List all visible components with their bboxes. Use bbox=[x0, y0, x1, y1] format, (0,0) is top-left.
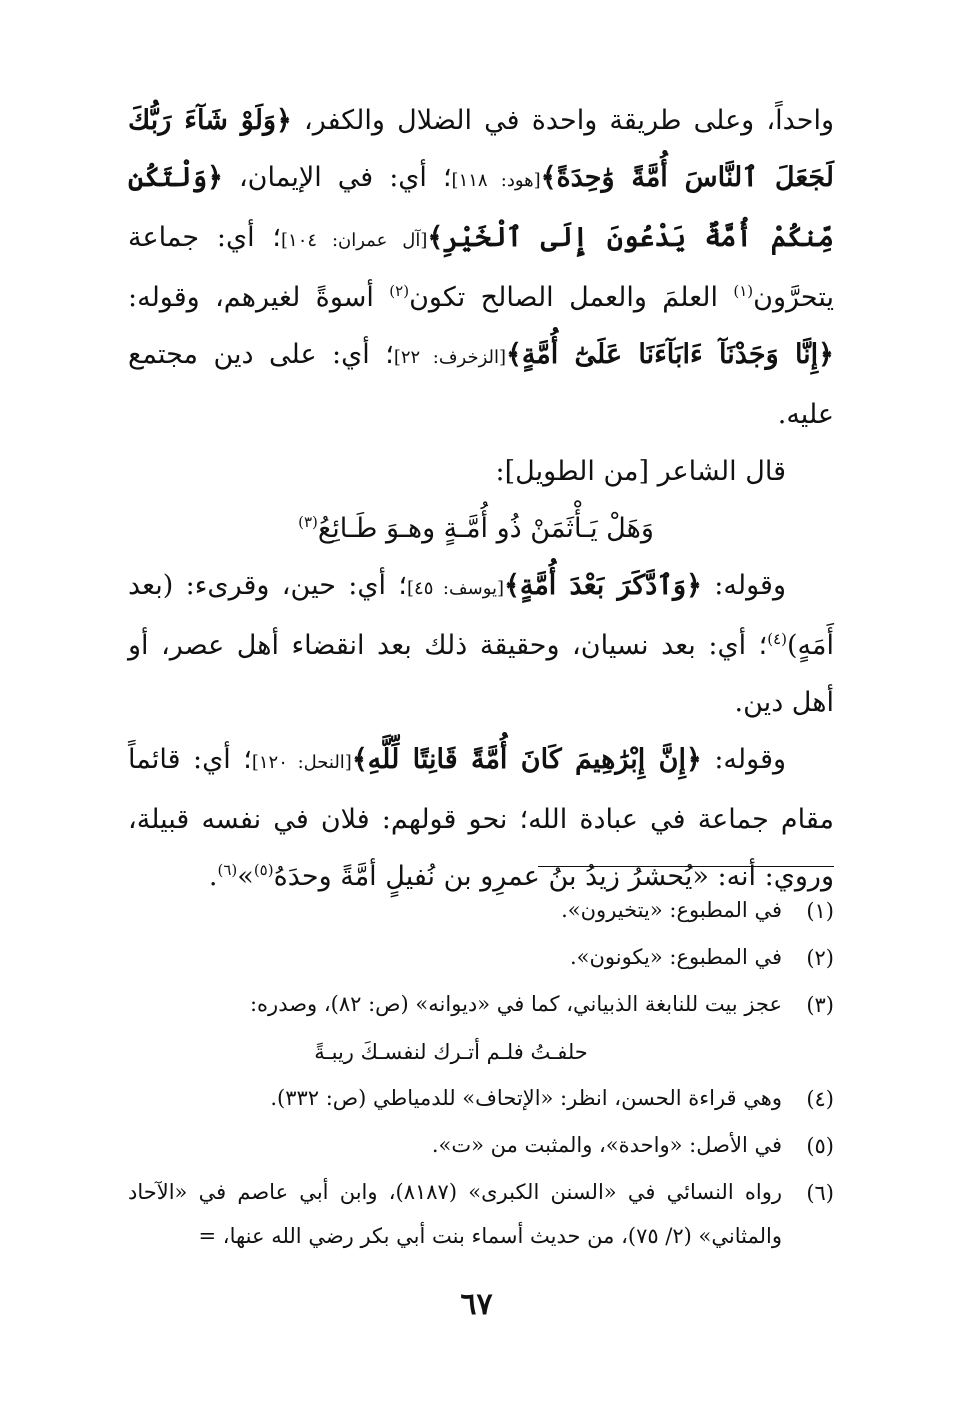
footnote-text: رواه النسائي في «السنن الكبرى» (٨١٨٧)، وابن أبي عاصم في «الآحاد والمثاني» (٢/ ٧٥)، من حديث أسماء بنت أبي بكر رضي الله عنها، = bbox=[128, 1180, 782, 1248]
verse-text: وَهَلْ يَـأْثَمَنْ ذُو أُمَّـةٍ وهـوَ طَـائِعُ bbox=[317, 513, 654, 544]
text: العلمَ والعمل الصالح تكون bbox=[409, 282, 734, 313]
text: وقوله: bbox=[701, 570, 786, 601]
quran-verse: ﴿وَلْتَكُن مِّنكُمْ أُمَّةٌ يَدْعُونَ إِلَى ٱلْخَيْرِ﴾ bbox=[128, 162, 834, 253]
footnote-text: في الأصل: «واحدة»، والمثبت من «ت». bbox=[431, 1133, 782, 1157]
text: أسوةً لغيرهم، وقوله: bbox=[128, 282, 390, 313]
footnote-text: في المطبوع: «يتخيرون». bbox=[561, 898, 782, 922]
footnote-number: (٥) bbox=[806, 1134, 834, 1158]
footnote-text: في المطبوع: «يكونون». bbox=[569, 945, 782, 969]
quran-verse: ﴿وَٱدَّكَرَ بَعْدَ أُمَّةٍ﴾ bbox=[504, 570, 702, 601]
verse-reference: [النحل: ١٢٠] bbox=[251, 752, 352, 773]
footnote-marker: (٦) bbox=[217, 861, 238, 879]
text: ؛ أي: جماعة يتحرَّون bbox=[128, 222, 834, 313]
footnote-number: (٦) bbox=[806, 1181, 834, 1205]
text: ؛ أي: على دين مجتمع عليه. bbox=[128, 339, 834, 430]
footnote-marker: (١) bbox=[733, 282, 754, 300]
quran-verse: ﴿إِنَّ إِبْرَٰهِيمَ كَانَ أُمَّةً قَانِتًا لِّلَّهِ﴾ bbox=[351, 744, 702, 775]
footnote-item bbox=[128, 1076, 834, 1123]
footnote-number: (٢) bbox=[806, 946, 834, 970]
footnote-text: وهي قراءة الحسن، انظر: «الإتحاف» للدمياطي (ص: ٣٣٢). bbox=[270, 1086, 782, 1110]
footnote-item bbox=[128, 1123, 834, 1170]
verse-reference: [آل عمران: ١٠٤] bbox=[281, 230, 428, 251]
footnote-item bbox=[128, 935, 834, 982]
footnote-marker: (٣) bbox=[298, 513, 318, 531]
verse-reference: [هود: ١١٨] bbox=[451, 170, 541, 191]
page-number: ٦٧ bbox=[460, 1287, 493, 1322]
text: » bbox=[237, 861, 254, 892]
footnotes bbox=[128, 888, 834, 1258]
footnote-number: (٤) bbox=[806, 1087, 834, 1111]
main-text bbox=[128, 92, 834, 905]
poetry-hemistich: حلفـتُ فلـم أتـرك لنفسـكَ ريبـةً bbox=[314, 1040, 588, 1064]
text: ؛ أي: قائماً مقام جماعة في عبادة الله؛ نحو قولهم: فلان في نفسه قبيلة، وروي: أنه: «يُحشرُ زيدُ بنُ عمرِو بن نُفيلٍ أمَّةً وحدَهُ bbox=[128, 744, 834, 892]
footnote-text: عجز بيت للنابغة الذبياني، كما في «ديوانه» (ص: ٨٢)، وصدره: bbox=[249, 992, 782, 1016]
text: واحداً، وعلى طريقة واحدة في الضلال والكفر، bbox=[291, 105, 834, 136]
text: ؛ أي: بعد نسيان، وحقيقة ذلك بعد انقضاء أهل عصر، أو أهل دين. bbox=[128, 630, 834, 718]
quran-verse: ﴿وَلَوْ شَآءَ رَبُّكَ لَجَعَلَ ٱلنَّاسَ أُمَّةً وَٰحِدَةً﴾ bbox=[128, 105, 834, 193]
footnote-item bbox=[128, 1170, 834, 1258]
paragraph-2: قال الشاعر [من الطويل]: bbox=[495, 456, 786, 487]
text: ؛ أي: حين، وقرىء: (بعد أَمَهٍ) bbox=[128, 570, 834, 661]
paragraph-1 bbox=[128, 92, 834, 443]
text: . bbox=[208, 861, 218, 892]
text: وقوله: bbox=[701, 744, 787, 775]
text: ؛ أي: في الإيمان، bbox=[222, 162, 452, 193]
verse-reference: [الزخرف: ٢٢] bbox=[393, 347, 507, 368]
footnote-separator bbox=[538, 866, 834, 867]
footnote-item bbox=[128, 888, 834, 935]
quran-verse: ﴿إِنَّا وَجَدْنَآ ءَابَآءَنَا عَلَىٰٓ أُمَّةٍ﴾ bbox=[506, 339, 835, 370]
footnote-item bbox=[128, 982, 834, 1029]
footnote-marker: (٢) bbox=[389, 282, 410, 300]
footnote-number: (١) bbox=[806, 899, 834, 923]
paragraph-4 bbox=[128, 731, 834, 905]
footnote-marker: (٥) bbox=[253, 861, 274, 879]
footnote-marker: (٤) bbox=[767, 630, 788, 648]
paragraph-3 bbox=[128, 557, 834, 731]
verse-reference: [يوسف: ٤٥] bbox=[407, 578, 505, 599]
poetry-verse bbox=[128, 500, 834, 557]
footnote-number: (٣) bbox=[806, 993, 834, 1017]
